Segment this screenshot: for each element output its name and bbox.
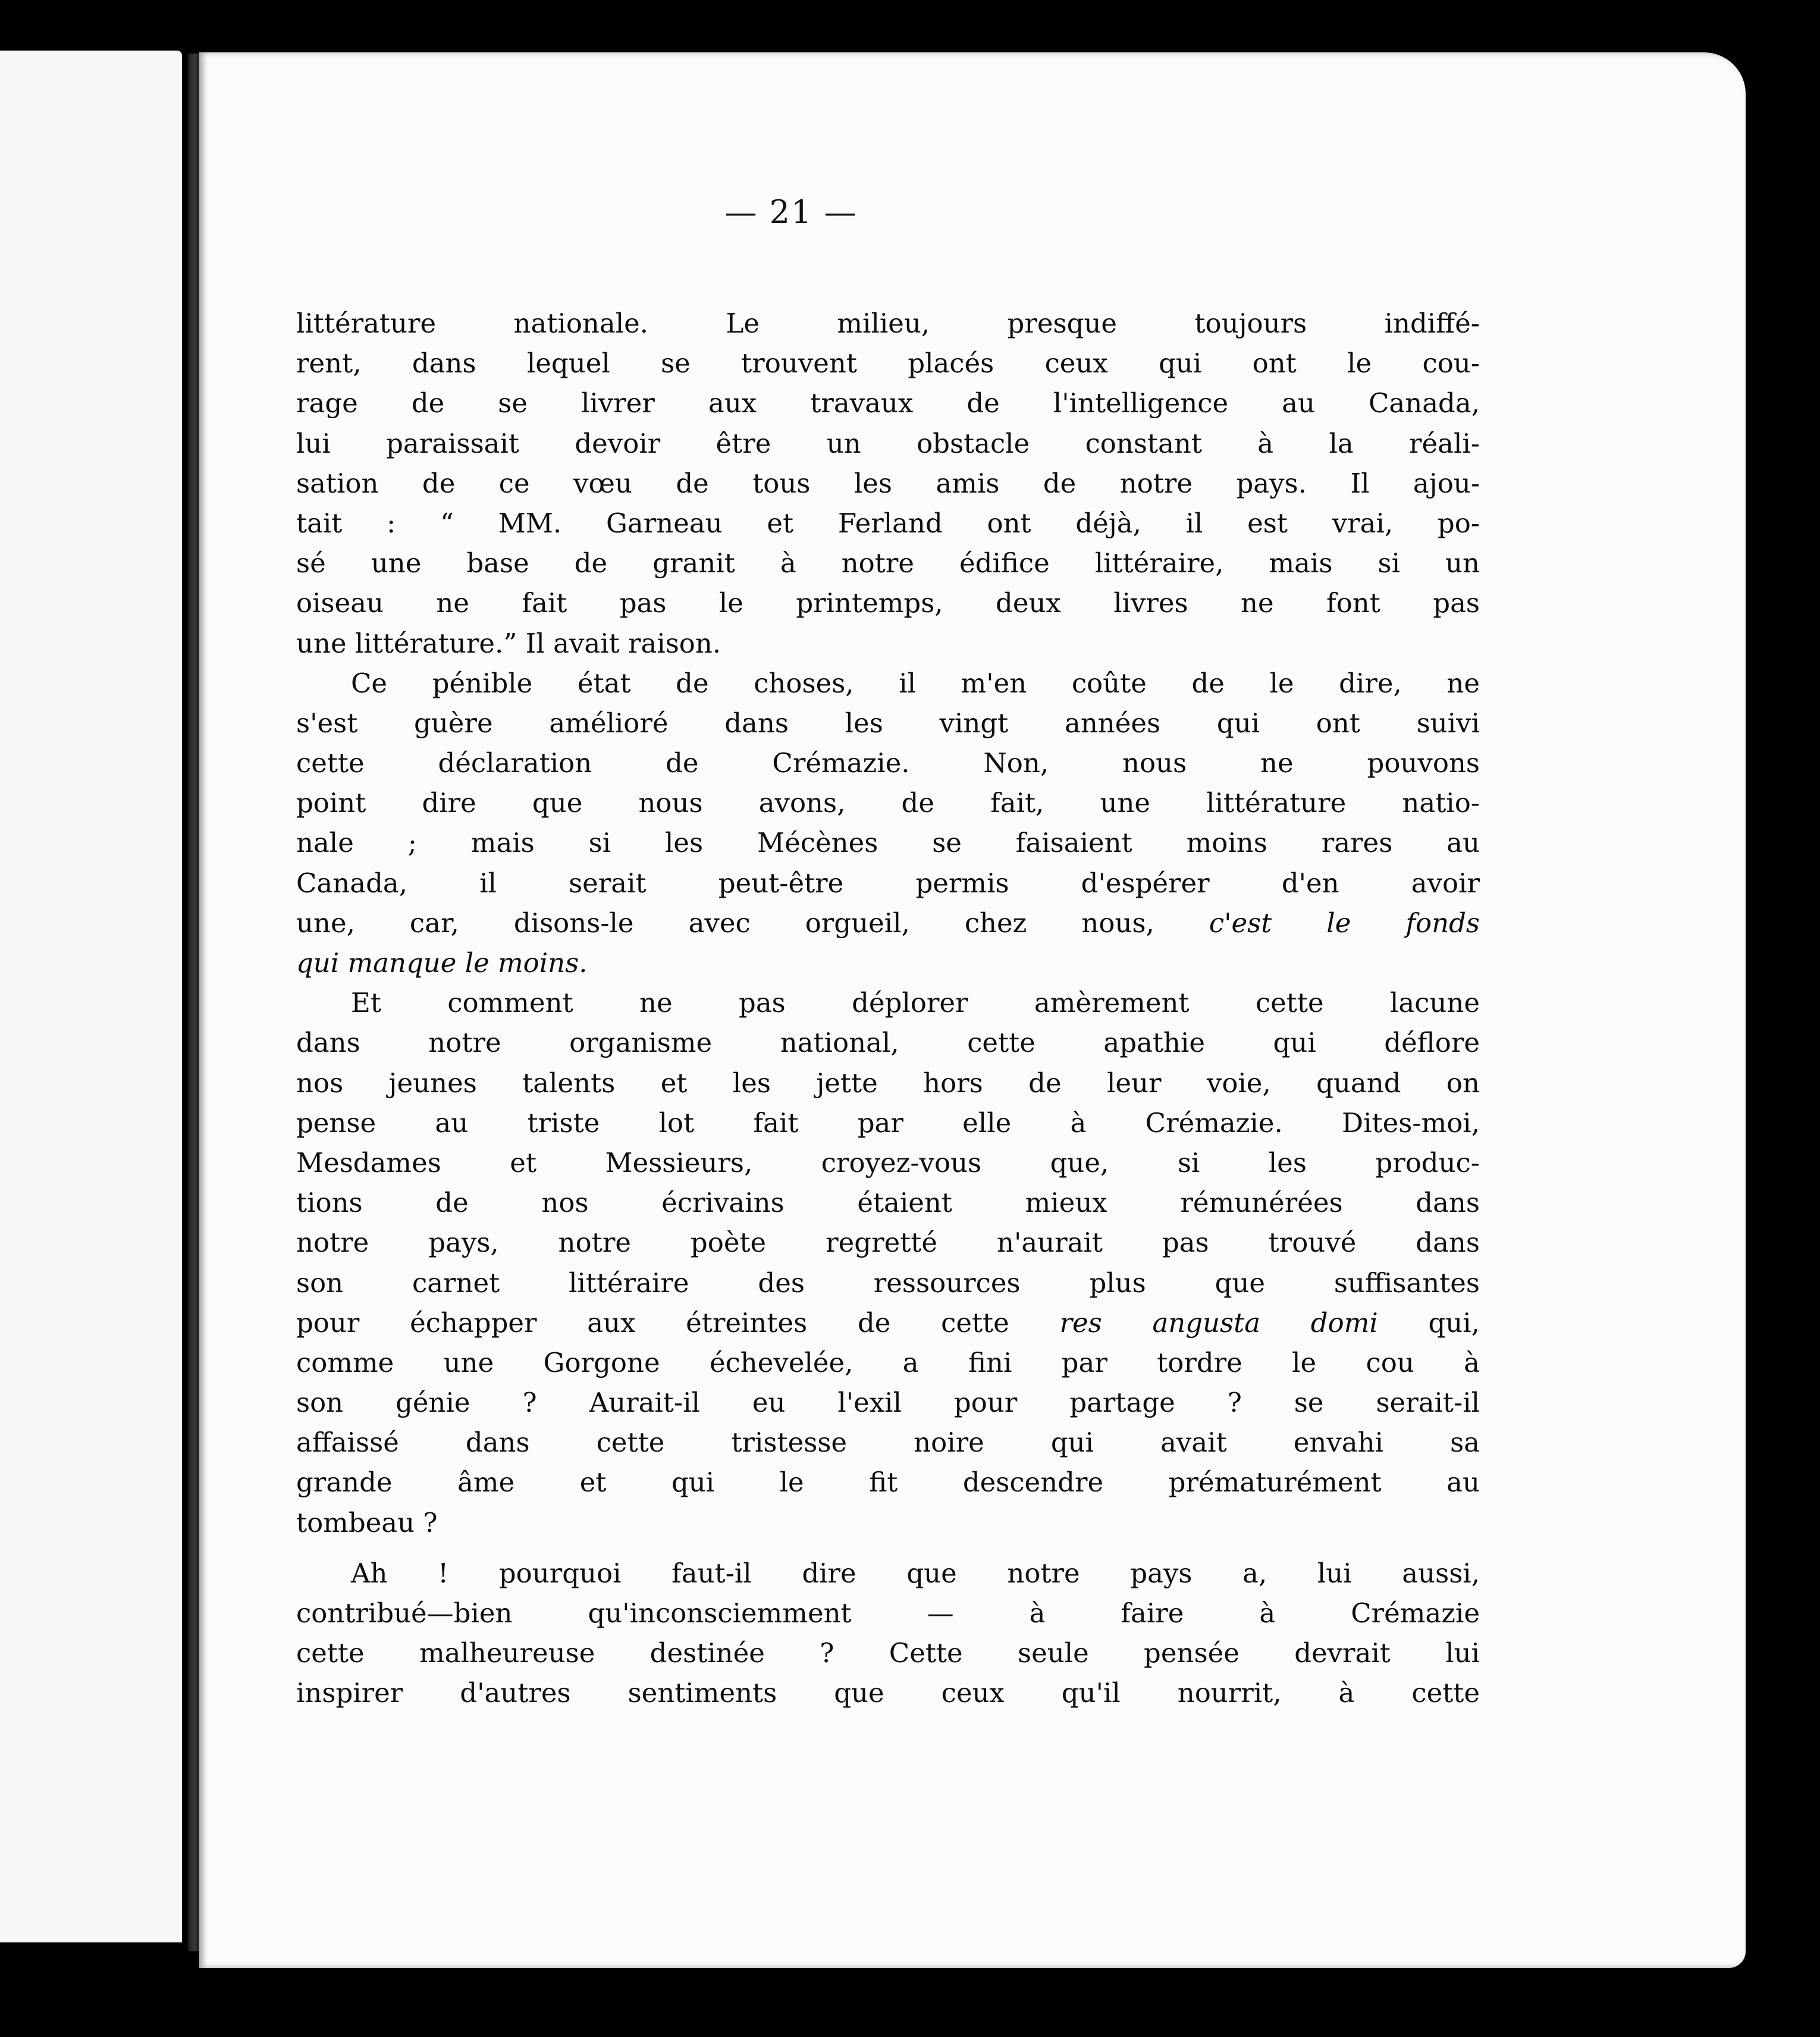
text-line [296, 1593, 1480, 1633]
text-line [296, 823, 1480, 863]
text-line [296, 1143, 1480, 1183]
text-line-content: tions de nos écrivains étaient mieux rémunérées dans [296, 1187, 1480, 1219]
text-line [296, 583, 1480, 623]
text-line [296, 1343, 1480, 1383]
text-line-content: rage de se livrer aux travaux de l'intelligence au Canada, [296, 387, 1480, 419]
text-line-content: s'est guère amélioré dans les vingt années qui ont suivi [296, 707, 1480, 739]
text-line-content: comme une Gorgone échevelée, a fini par tordre le cou à [296, 1346, 1480, 1378]
text-line [296, 1263, 1480, 1303]
text-line [296, 1633, 1480, 1673]
body-text [296, 303, 1480, 1713]
text-line [296, 1103, 1480, 1143]
text-line-content: Ah ! pourquoi faut-il dire que notre pays a, lui aussi, [351, 1557, 1480, 1589]
text-line-content: tombeau ? [296, 1506, 438, 1538]
text-line-content: une, car, disons-le avec orgueil, chez nous, [296, 907, 1209, 939]
text-line-content: cette malheureuse destinée ? Cette seule pensée devrait lui [296, 1637, 1480, 1669]
text-line [296, 623, 1480, 663]
text-line [296, 663, 1480, 703]
text-line-content: grande âme et qui le fit descendre prématurément au [296, 1466, 1480, 1499]
text-line [296, 783, 1480, 823]
text-line [296, 743, 1480, 783]
paragraph-gap [296, 1543, 1480, 1553]
text-line [296, 903, 1480, 943]
text-line-content: cette déclaration de Crémazie. Non, nous ne pouvons [296, 747, 1480, 779]
text-line-content: nos jeunes talents et les jette hors de leur voie, quand on [296, 1067, 1480, 1099]
text-line-content: rent, dans lequel se trouvent placés ceux qui ont le cou- [296, 347, 1480, 380]
text-line [296, 543, 1480, 583]
text-line-content: une littérature.” Il avait raison. [296, 627, 721, 659]
text-line [296, 1383, 1480, 1422]
italic-phrase: qui manque le moins. [296, 947, 588, 979]
text-line-content: Canada, il serait peut-être permis d'espérer d'en avoir [296, 867, 1480, 899]
text-line [296, 1223, 1480, 1262]
text-line [296, 343, 1480, 383]
text-line [296, 863, 1480, 903]
text-line-content: Ce pénible état de choses, il m'en coûte de le dire, ne [351, 667, 1480, 699]
text-line-content: Et comment ne pas déplorer amèrement cette lacune [351, 987, 1480, 1019]
text-line-content: dans notre organisme national, cette apathie qui déflore [296, 1027, 1480, 1059]
text-line-content: pour échapper aux étreintes de cette [296, 1306, 1060, 1339]
text-line [296, 463, 1480, 503]
text-line [296, 383, 1480, 423]
text-line-content: sé une base de granit à notre édifice littéraire, mais si un [296, 547, 1480, 579]
text-line [296, 1503, 1480, 1543]
italic-phrase: res angusta domi [1059, 1306, 1378, 1339]
text-line-content: notre pays, notre poète regretté n'aurait pas trouvé dans [296, 1227, 1480, 1259]
text-line-content: inspirer d'autres sentiments que ceux qu'il nourrit, à cette [296, 1677, 1480, 1709]
text-line-content: tait : “ MM. Garneau et Ferland ont déjà, il est vrai, po- [296, 507, 1480, 539]
text-line-content: sation de ce vœu de tous les amis de notre pays. Il ajou- [296, 467, 1480, 499]
text-line [296, 303, 1480, 343]
text-line-content: contribué—bien qu'inconsciemment — à faire à Crémazie [296, 1597, 1480, 1629]
text-line-content: point dire que nous avons, de fait, une littérature natio- [296, 787, 1480, 819]
text-line-content: oiseau ne fait pas le printemps, deux livres ne font pas [296, 587, 1480, 619]
page-number: — 21 — [724, 193, 858, 231]
text-line [296, 943, 1480, 983]
text-line-content: pense au triste lot fait par elle à Crémazie. Dites-moi, [296, 1107, 1480, 1139]
text-line-continuation: qui, [1377, 1306, 1480, 1339]
italic-phrase: c'est le fonds [1209, 907, 1480, 939]
text-line-content: Mesdames et Messieurs, croyez-vous que, si les produc- [296, 1146, 1480, 1179]
text-line-content: affaissé dans cette tristesse noire qui avait envahi sa [296, 1427, 1480, 1459]
text-line-content: son carnet littéraire des ressources plus que suffisantes [296, 1267, 1480, 1299]
text-line-content: littérature nationale. Le milieu, presque toujours indiffé- [296, 308, 1480, 339]
text-line-content: lui paraissait devoir être un obstacle constant à la réali- [296, 427, 1480, 459]
text-line [296, 1462, 1480, 1502]
text-line [296, 1063, 1480, 1103]
text-line [296, 424, 1480, 463]
text-line [296, 1183, 1480, 1223]
facing-page-edge [0, 51, 182, 1942]
text-line [296, 983, 1480, 1023]
text-line-content: nale ; mais si les Mécènes se faisaient moins rares au [296, 827, 1480, 859]
text-line [296, 1673, 1480, 1713]
text-line-content: son génie ? Aurait-il eu l'exil pour partage ? se serait-il [296, 1387, 1480, 1419]
text-line [296, 703, 1480, 743]
text-line [296, 1023, 1480, 1063]
text-line [296, 1303, 1480, 1343]
text-line [296, 1553, 1480, 1593]
text-line [296, 1422, 1480, 1462]
text-line [296, 503, 1480, 543]
